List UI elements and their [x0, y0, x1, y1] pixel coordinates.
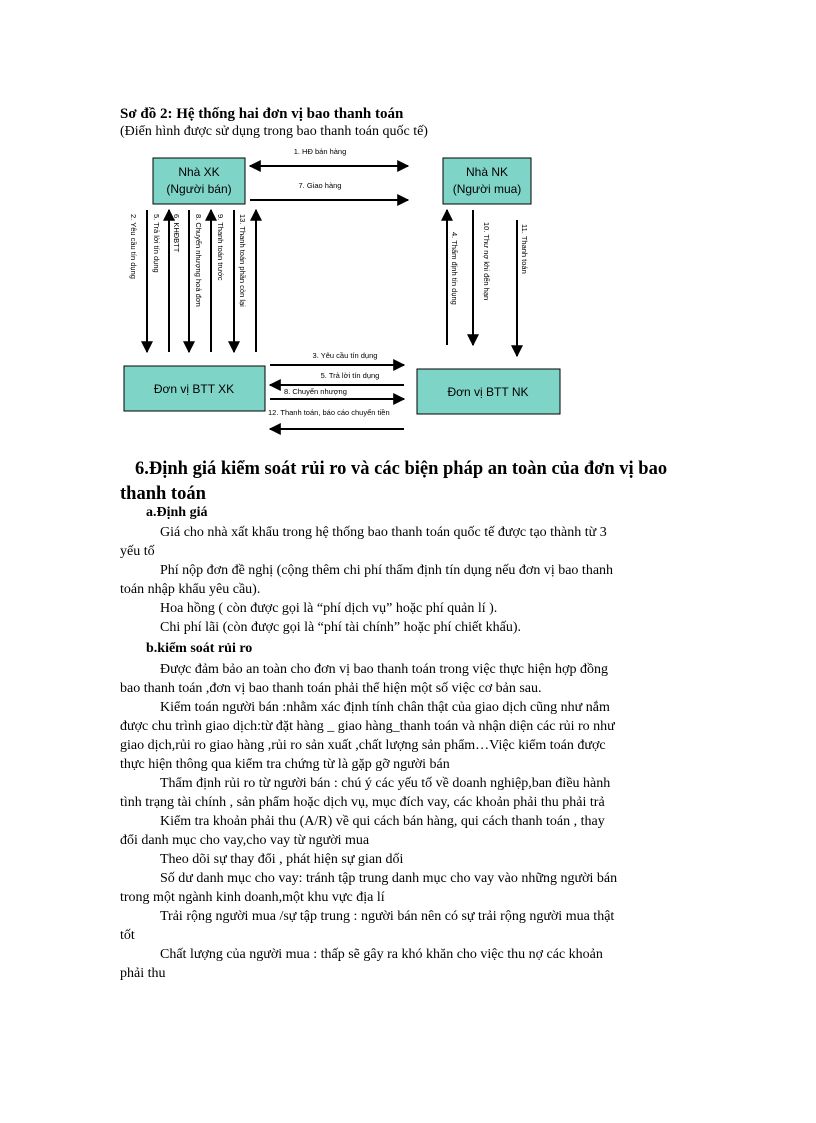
- section-heading-line2: thanh toán: [120, 484, 206, 504]
- paragraph-continuation: phải thu: [120, 966, 166, 981]
- paragraph: Chất lượng của người mua : thấp sẽ gây ra khó khăn cho việc thu nợ các khoản: [160, 947, 603, 962]
- paragraph-continuation: tình trạng tài chính , sản phẩm hoặc dịch vụ, mục đích vay, các khoản phải thu phải trả: [120, 795, 605, 810]
- paragraph: Thẩm định rủi ro từ người bán : chú ý các yếu tố về doanh nghiệp,ban điều hành: [160, 776, 611, 791]
- paragraph: Giá cho nhà xất khẩu trong hệ thống bao thanh toán quốc tế được tạo thành từ 3: [160, 525, 607, 540]
- paragraph-continuation: thực hiện thông qua kiểm tra chứng từ là gặp gỡ người bán: [120, 757, 450, 772]
- paragraph-continuation: bao thanh toán ,đơn vị bao thanh toán phải thể hiện một số việc cơ bản sau.: [120, 681, 542, 696]
- section-b-body: [120, 660, 692, 983]
- paragraph: Kiểm toán người bán :nhằm xác định tính chân thật của giao dịch cũng như nắm: [160, 700, 610, 715]
- diagram-title: Sơ đồ 2: Hệ thống hai đơn vị bao thanh toán: [120, 106, 404, 122]
- importer-label-2: (Người mua): [452, 182, 522, 196]
- arrow-9-label: 9. Thanh toán trước: [216, 214, 225, 281]
- arrow-6v-label: 6. KHĐBTT: [172, 214, 181, 253]
- importer-label-1: Nhà NK: [465, 165, 509, 179]
- section-number: 6.: [135, 459, 149, 479]
- arrow-5v-label: 5. Trả lời tín dụng: [152, 214, 161, 273]
- paragraph: Phí nộp đơn đề nghị (cộng thêm chi phí thẩm định tín dụng nếu đơn vị bao thanh: [160, 563, 614, 578]
- paragraph: Số dư danh mục cho vay: tránh tập trung danh mục cho vay vào những người bán: [160, 871, 618, 886]
- arrow-4-label: 4. Thẩm định tín dụng: [450, 232, 459, 305]
- section-a-body: [120, 523, 692, 637]
- paragraph-continuation: yếu tố: [120, 544, 155, 559]
- arrow-8h-label: 8. Chuyển nhượng: [284, 387, 347, 396]
- subsection-a-title: a.Định giá: [146, 505, 208, 520]
- paragraph: Hoa hồng ( còn được gọi là “phí dịch vụ” hoặc phí quản lí ).: [160, 601, 498, 616]
- arrow-11-label: 11. Thanh toán: [520, 224, 529, 274]
- arrow-7-label: 7. Giao hàng: [298, 181, 342, 190]
- factor-export-label: Đơn vị BTT XK: [153, 382, 235, 396]
- paragraph: Theo dõi sự thay đổi , phát hiện sự gian dối: [160, 852, 404, 867]
- paragraph: Chi phí lãi (còn được gọi là “phí tài chính” hoặc phí chiết khấu).: [160, 620, 521, 635]
- arrow-5h-label: 5. Trả lời tín dụng: [320, 371, 380, 380]
- exporter-label-1: Nhà XK: [178, 165, 220, 179]
- section-heading-line1: Định giá kiểm soát rủi ro và các biện pháp an toàn của đơn vị bao: [148, 459, 668, 479]
- paragraph-continuation: giao dịch,rủi ro giao hàng ,rủi ro sản xuất ,chất lượng sản phẩm…Việc kiểm toán được: [120, 738, 606, 753]
- arrow-12-label: 12. Thanh toán, báo cáo chuyển tiền: [268, 408, 390, 417]
- paragraph-continuation: toán nhập khẩu yêu cầu).: [120, 582, 261, 597]
- paragraph-continuation: trong một ngành kinh doanh,một khu vực địa lí: [120, 890, 385, 905]
- paragraph: Kiểm tra khoản phải thu (A/R) về qui cách bán hàng, qui cách thanh toán , thay: [160, 814, 605, 829]
- paragraph: Trải rộng người mua /sự tập trung : người bán nên có sự trải rộng người mua thật: [160, 909, 615, 924]
- paragraph: Được đảm bảo an toàn cho đơn vị bao thanh toán trong việc thực hiện hợp đồng: [160, 662, 608, 677]
- subsection-b-title: b.kiểm soát rủi ro: [146, 641, 253, 656]
- exporter-label-2: (Người bán): [166, 182, 232, 196]
- factor-import-label: Đơn vị BTT NK: [447, 385, 529, 399]
- arrow-8v-label: 8. Chuyển nhượng hoá đơn: [194, 214, 203, 307]
- factoring-diagram: [0, 0, 816, 450]
- paragraph-continuation: được chu trình giao dịch:từ đặt hàng _ giao hàng_thanh toán và nhận diện các rủi ro như: [120, 719, 615, 734]
- arrow-3-label: 3. Yêu cầu tín dụng: [312, 351, 378, 360]
- arrow-2-label: 2. Yêu cầu tín dụng: [129, 214, 138, 279]
- arrow-13-label: 13. Thanh toán phần còn lại: [238, 214, 247, 307]
- arrow-10-label: 10. Thư nợ khi đến hạn: [482, 222, 491, 301]
- section-heading: [120, 457, 700, 507]
- paragraph-continuation: tốt: [120, 928, 135, 943]
- diagram-subtitle: (Điển hình được sử dụng trong bao thanh toán quốc tế): [120, 124, 428, 139]
- paragraph-continuation: đổi danh mục cho vay,cho vay từ người mua: [120, 833, 370, 848]
- arrow-1-label: 1. HĐ bán hàng: [293, 147, 347, 156]
